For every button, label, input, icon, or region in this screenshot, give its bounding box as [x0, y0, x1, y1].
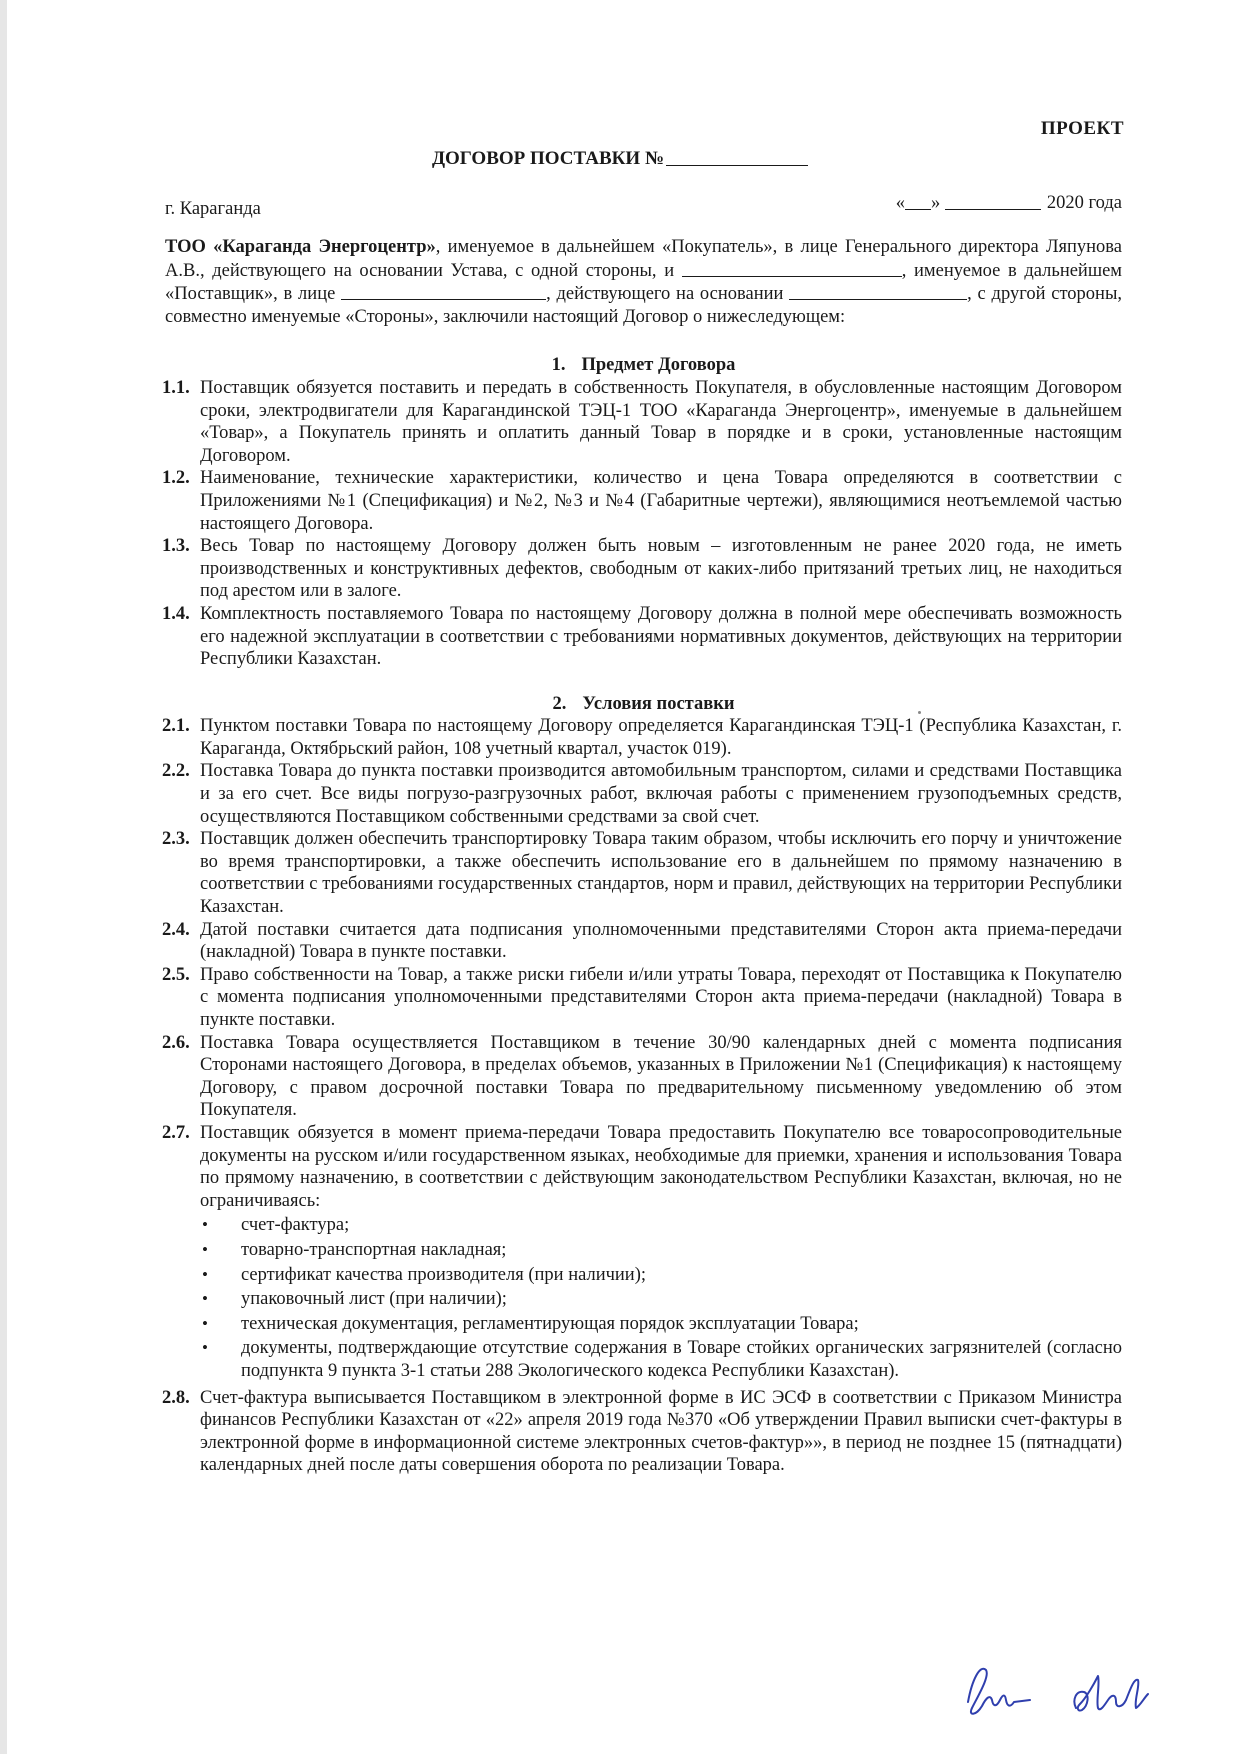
- representative-blank: [341, 282, 546, 300]
- date-quote-open: «: [895, 193, 906, 213]
- clause-number: 1.2.: [162, 468, 190, 489]
- clause-text: Счет-фактура выписывается Поставщиком в электронной форме в ИС ЭСФ в соответствии с Приказом Министра финансов Республики Казахстан от «22» апреля 2019 года №370 «Об утверждении Правил выписки счет-фактуры в электронной форме в информационной системе электронных счетов-фактур»», в период не позднее 15 (пятнадцати) календарных дней после даты совершения оборота по реализации Товара.: [200, 1387, 1122, 1476]
- clause-number: 2.3.: [162, 829, 190, 850]
- clause-1-3: [162, 535, 1122, 603]
- signature-supplier: [1074, 1676, 1148, 1711]
- clause-number: 2.6.: [162, 1032, 190, 1053]
- clause-text: Поставщик обязуется поставить и передать в собственность Покупателя, в обусловленные настоящим Договором сроки, электродвигатели для Карагандинской ТЭЦ-1 ТОО «Караганда Энергоцентр», именуемые в дальнейшем «Товар», а Покупатель принять и оплатить данный Товар в порядке и в сроки, установленные настоящим Договором.: [200, 377, 1122, 466]
- month-blank: [945, 209, 1041, 210]
- list-item-text: документы, подтверждающие отсутствие содержания в Товаре стойких органических загрязнителей (согласно подпункта 9 пункта 3-1 статьи 288 Экологического кодекса Республики Казахстан).: [241, 1338, 1122, 1381]
- clause-text: Наименование, технические характеристики, количество и цена Товара определяются в соответствии с Приложениями №1 (Спецификация) и №2, №3 и №4 (Габаритные чертежи), являющимися неотъемлемой частью настоящего Договора.: [200, 468, 1122, 534]
- document-body: [162, 236, 1123, 1477]
- contract-date: [896, 193, 1122, 214]
- list-item: [202, 1313, 1122, 1336]
- list-item-text: упаковочный лист (при наличии);: [241, 1289, 507, 1310]
- list-item-text: счет-фактура;: [241, 1215, 350, 1236]
- section-heading: Условия поставки: [582, 693, 735, 714]
- buyer-name: ТОО «Караганда Энергоцентр»: [165, 237, 436, 257]
- list-item: [202, 1239, 1122, 1262]
- signatures: [958, 1650, 1188, 1730]
- clause-2-6: [162, 1032, 1122, 1122]
- clause-1-1: [162, 377, 1122, 467]
- bullet-icon: •: [202, 1289, 208, 1309]
- list-item-text: сертификат качества производителя (при наличии);: [241, 1264, 647, 1285]
- bullet-icon: •: [202, 1264, 208, 1284]
- clause-number: 1.3.: [162, 536, 190, 557]
- preamble-part-3: , действующего на основании: [546, 284, 790, 305]
- section-number: 2.: [552, 693, 567, 714]
- supplier-name-blank: [682, 259, 902, 277]
- clause-text: Поставщик обязуется в момент приема-передачи Товара предоставить Покупателю все товаросопроводительные документы на русском и/или государственном языках, необходимые для приемки, хранения и использования Товара по прямому назначению, в соответствии с действующим законодательством Республики Казахстан, включая, но не ограничиваясь:: [200, 1122, 1122, 1211]
- clause-number: 2.8.: [162, 1387, 190, 1408]
- clause-number: 2.7.: [162, 1122, 190, 1143]
- clause-2-8: [162, 1387, 1122, 1477]
- section-title: [165, 693, 1122, 716]
- bullet-icon: •: [202, 1313, 208, 1333]
- clause-text: Пунктом поставки Товара по настоящему Договору определяется Карагандинская ТЭЦ-1 (Республика Казахстан, г. Караганда, Октябрьский район, 108 учетный квартал, участок 019).: [200, 716, 1122, 759]
- document-title: [0, 148, 1240, 170]
- list-item: [202, 1264, 1122, 1287]
- section-number: 1.: [551, 355, 566, 376]
- clause-text: Весь Товар по настоящему Договору должен быть новым – изготовленным не ранее 2020 года, не иметь производственных и конструктивных дефектов, свободным от каких-либо притязаний третьих лиц, не находиться под арестом или в залоге.: [200, 536, 1122, 602]
- project-stamp: ПРОЕКТ: [1040, 118, 1124, 139]
- bullet-icon: •: [202, 1338, 208, 1358]
- list-item: [202, 1214, 1122, 1237]
- clause-number: 2.4.: [162, 919, 190, 940]
- clause-text: Право собственности на Товар, а также риски гибели и/или утраты Товара, переходят от Поставщика к Покупателю с момента подписания уполномоченными представителями Сторон акта приема-передачи (накладной) Товара в пункте поставки.: [200, 964, 1122, 1030]
- preamble: [165, 236, 1122, 328]
- bullet-icon: •: [202, 1215, 208, 1235]
- bullet-icon: •: [202, 1239, 208, 1259]
- clause-text: Поставщик должен обеспечить транспортировку Товара таким образом, чтобы исключить его порчу и уничтожение во время транспортировки, а также обеспечить использование его в дальнейшем по прямому назначению в соответствии с требованиями государственных стандартов, норм и правил, действующих на территории Республики Казахстан.: [200, 829, 1122, 918]
- signature-buyer: [968, 1669, 1030, 1714]
- preamble-part-4: , с другой стороны, совместно именуемые «Стороны», заключили настоящий Договор о нижеследующем:: [165, 284, 1122, 327]
- clause-1-4: [162, 603, 1122, 671]
- list-item: [202, 1288, 1122, 1311]
- preamble-part-1: , именуемое в дальнейшем «Покупатель», в лице Генерального директора Ляпунова А.В., действующего на основании Устава, с одной стороны, и: [165, 237, 1123, 281]
- clause-number: 1.4.: [162, 603, 190, 624]
- basis-blank: [789, 282, 967, 300]
- contract-number-blank: [666, 165, 808, 166]
- list-item: [202, 1337, 1122, 1382]
- clause-2-5: [162, 964, 1122, 1032]
- clause-number: 2.2.: [162, 761, 190, 782]
- scan-speck: [918, 711, 921, 714]
- day-blank: [905, 209, 931, 210]
- clause-2-4: [162, 919, 1122, 964]
- clause-1-2: [162, 467, 1122, 535]
- clause-number: 1.1.: [162, 377, 190, 398]
- city: г. Караганда: [165, 199, 261, 219]
- clause-2-3: [162, 828, 1122, 918]
- clause-text: Поставка Товара до пункта поставки производится автомобильным транспортом, силами и средствами Поставщика и за его счет. Все виды погрузо-разгрузочных работ, включая работы с применением грузоподъемных средств, осуществляются Поставщиком собственными средствами за свой счет.: [200, 761, 1122, 827]
- section-heading: Предмет Договора: [581, 355, 736, 376]
- clause-number: 2.5.: [162, 964, 190, 985]
- clause-2-1: [162, 715, 1122, 760]
- clause-text: Поставка Товара осуществляется Поставщиком в течение 30/90 календарных дней с момента подписания Сторонами настоящего Договора, в пределах объемов, указанных в Приложении №1 (Спецификация) к настоящему Договору, с правом досрочной поставки Товара по предварительному письменному уведомлению об этом Покупателя.: [200, 1032, 1122, 1121]
- section-title: [165, 354, 1122, 377]
- list-item-text: техническая документация, регламентирующая порядок эксплуатации Товара;: [241, 1313, 859, 1334]
- list-item-text: товарно-транспортная накладная;: [241, 1239, 507, 1260]
- clause-2-7: [162, 1122, 1122, 1212]
- date-quote-close: »: [931, 193, 941, 213]
- documents-list: [165, 1214, 1122, 1382]
- scan-edge: [0, 0, 7, 1754]
- clause-2-2: [162, 760, 1122, 828]
- preamble-part-2: , именуемое в дальнейшем «Поставщик», в лице: [165, 260, 1122, 305]
- clause-text: Комплектность поставляемого Товара по настоящему Договору должна в полной мере обеспечивать возможность его надежной эксплуатации в соответствии с требованиями нормативных документов, действующих на территории Республики Казахстан.: [200, 603, 1122, 670]
- clause-number: 2.1.: [162, 716, 190, 737]
- date-year: 2020 года: [1046, 193, 1122, 213]
- title-text: ДОГОВОР ПОСТАВКИ №: [431, 148, 665, 169]
- clause-text: Датой поставки считается дата подписания уполномоченными представителями Сторон акта приема-передачи (накладной) Товара в пункте поставки.: [200, 919, 1122, 963]
